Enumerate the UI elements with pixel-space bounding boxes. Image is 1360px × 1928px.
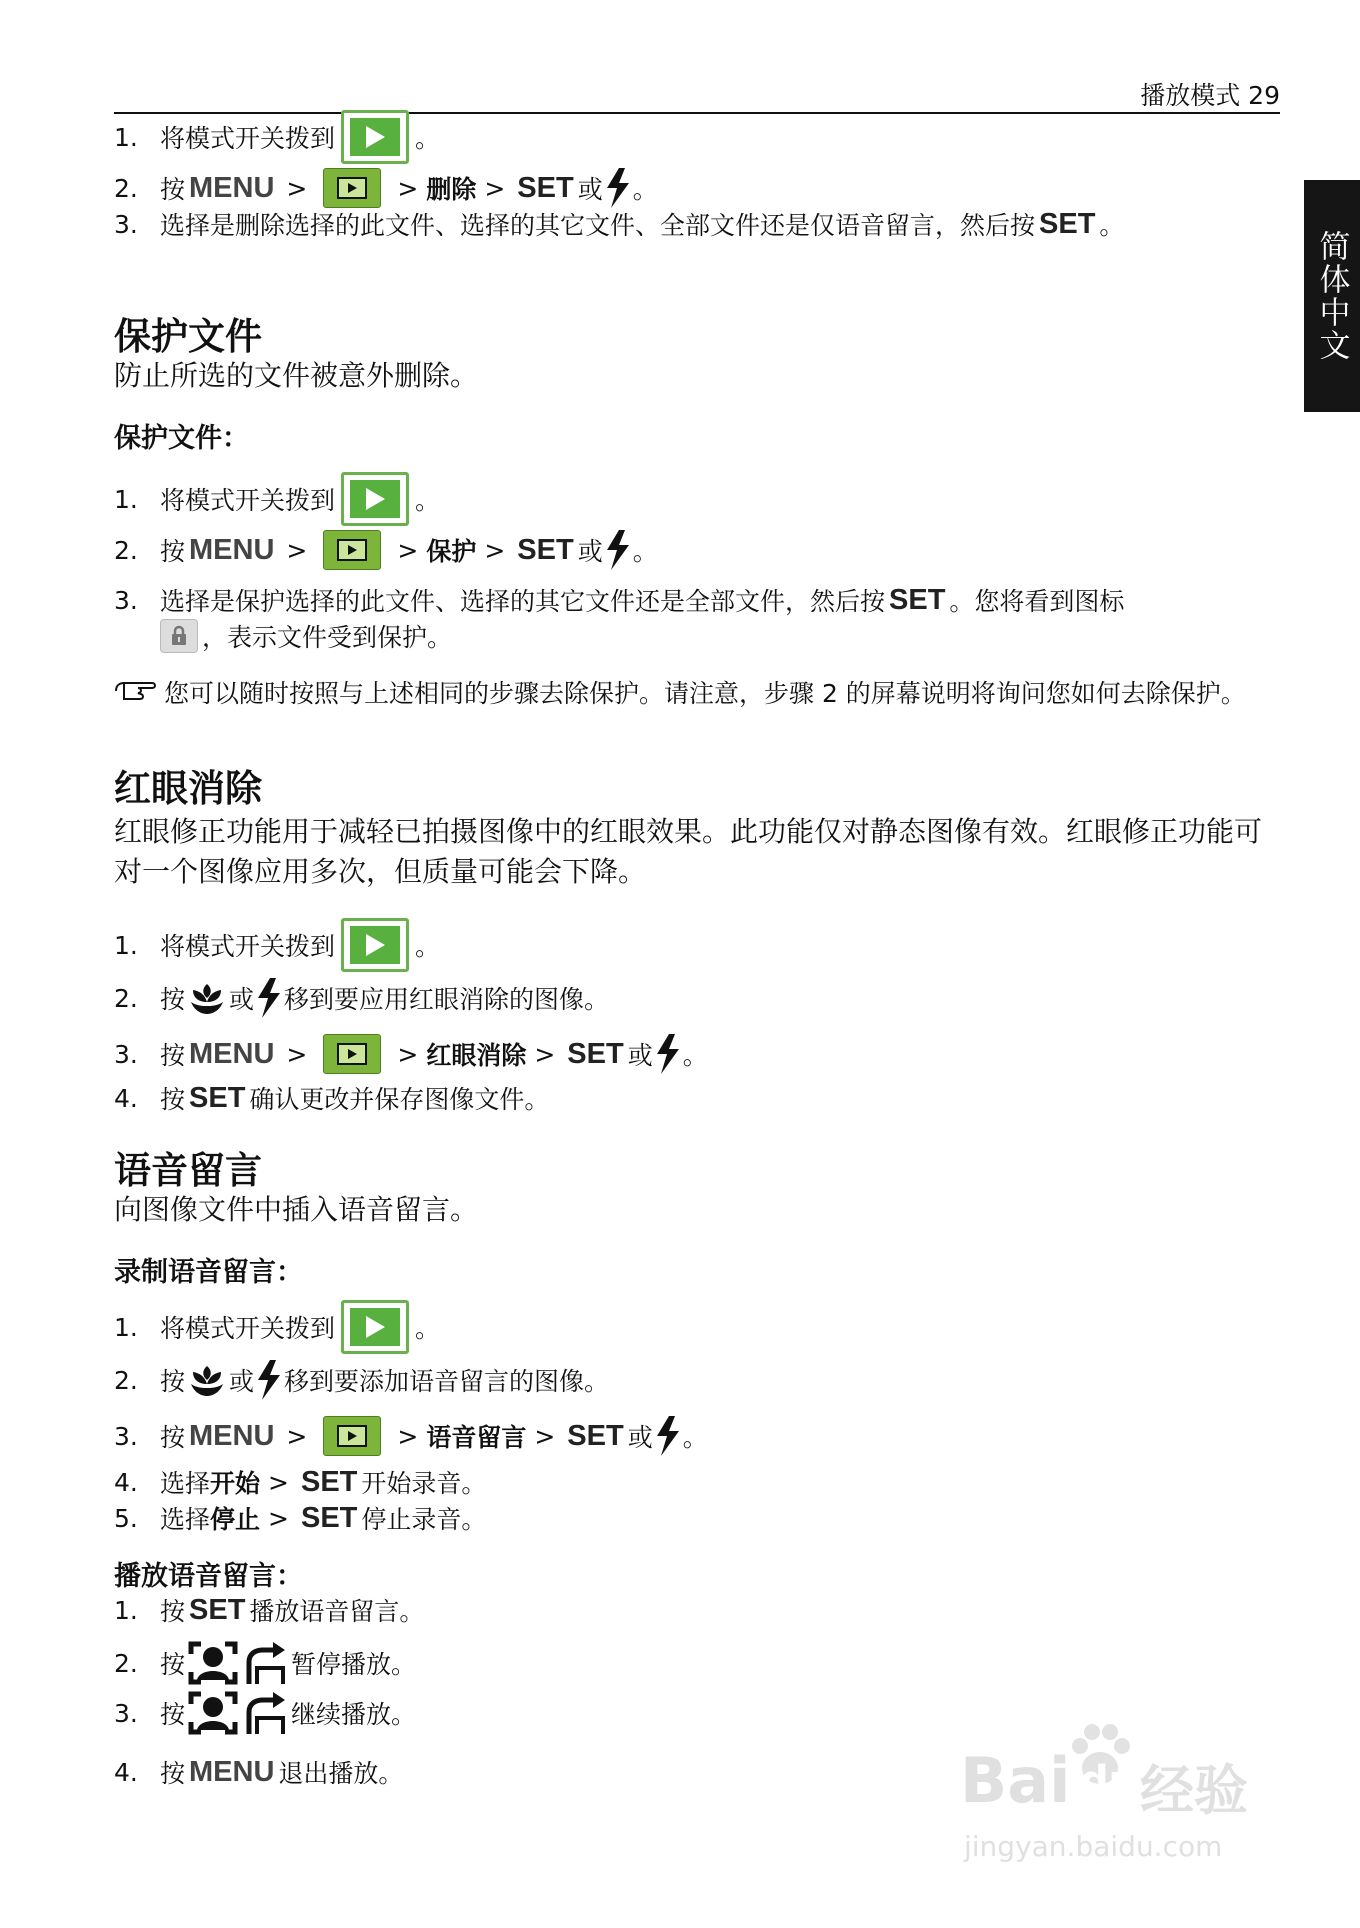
- playback-mode-icon: [341, 918, 409, 972]
- record-subtitle: 录制语音留言：: [114, 1257, 303, 1288]
- face-detect-icon: [187, 1640, 239, 1686]
- playback-menu-tab-icon: [323, 530, 381, 570]
- redeye-step-1: 1. 将模式开关拨到 。: [114, 918, 440, 972]
- set-button-label: SET: [889, 583, 946, 616]
- watermark-brand: Bai: [960, 1744, 1071, 1817]
- macro-flower-icon: [187, 1360, 227, 1400]
- redeye-step-2: 2. 按 或 移到要应用红眼消除的图像。: [114, 978, 609, 1018]
- pointing-hand-icon: [114, 677, 158, 713]
- lock-icon: [160, 619, 198, 653]
- set-button-label: SET: [567, 1419, 624, 1452]
- header-text: 播放模式 29: [1140, 81, 1280, 110]
- voice-description: 向图像文件中插入语音留言。: [114, 1193, 479, 1226]
- protect-step-1: 1. 将模式开关拨到 。: [114, 472, 440, 526]
- menu-button-label: MENU: [189, 1419, 275, 1452]
- language-tab-label: 简体中文: [1313, 230, 1350, 362]
- play-step-1: 1. 按 SET 播放语音留言。: [114, 1593, 425, 1626]
- set-button-label: SET: [300, 1465, 358, 1498]
- face-detect-icon: [187, 1690, 239, 1736]
- menu-button-label: MENU: [189, 533, 275, 566]
- playback-mode-icon: [341, 1300, 409, 1354]
- voice-step-3: 3. 按 MENU > > 语音留言 > SET 或 。: [114, 1416, 708, 1456]
- voice-step-5: 5. 选择 停止 > SET 停止录音。: [114, 1501, 487, 1534]
- protect-step-3-cont: ，表示文件受到保护。: [160, 618, 452, 654]
- return-arrow-icon: [243, 1640, 289, 1686]
- delete-step-1: 1. 将模式开关拨到 。: [114, 110, 440, 164]
- play-step-4: 4. 按 MENU 退出播放。: [114, 1755, 404, 1788]
- play-subtitle: 播放语音留言：: [114, 1561, 303, 1592]
- redeye-description: 红眼修正功能用于减轻已拍摄图像中的红眼效果。此功能仅对静态图像有效。红眼修正功能可对一个图像应用多次，但质量可能会下降。: [114, 815, 1263, 888]
- playback-mode-icon: [341, 110, 409, 164]
- voice-step-1: 1. 将模式开关拨到 。: [114, 1300, 440, 1354]
- watermark-url: jingyan.baidu.com: [964, 1830, 1223, 1863]
- playback-menu-tab-icon: [323, 1034, 381, 1074]
- redeye-step-4: 4. 按 SET 确认更改并保存图像文件。: [114, 1081, 550, 1114]
- baidu-watermark: [960, 1700, 1280, 1880]
- language-tab: [1304, 180, 1360, 412]
- page-header: [114, 72, 1280, 114]
- protect-description: 防止所选的文件被意外删除。: [114, 359, 479, 392]
- set-button-label: SET: [517, 533, 574, 566]
- watermark-brand-du: du: [1080, 1758, 1138, 1804]
- macro-flower-icon: [187, 978, 227, 1018]
- menu-button-label: MENU: [189, 171, 275, 204]
- play-step-2: 2. 按 暂停播放。: [114, 1640, 416, 1686]
- flash-icon: [655, 1416, 681, 1456]
- set-button-label: SET: [189, 1593, 246, 1626]
- protect-step-3: 3. 选择是保护选择的此文件、选择的其它文件还是全部文件，然后按 SET 。您将看到图标: [114, 583, 1125, 616]
- set-button-label: SET: [189, 1081, 246, 1114]
- section-title-voice: 语音留言: [114, 1149, 262, 1192]
- flash-icon: [256, 978, 282, 1018]
- menu-button-label: MENU: [189, 1037, 275, 1070]
- voice-step-4: 4. 选择 开始 > SET 开始录音。: [114, 1465, 487, 1498]
- playback-menu-tab-icon: [323, 1416, 381, 1456]
- protect-note: 您可以随时按照与上述相同的步骤去除保护。请注意，步骤 2 的屏幕说明将询问您如何去除保护。: [114, 676, 1274, 713]
- return-arrow-icon: [243, 1690, 289, 1736]
- redeye-step-3: 3. 按 MENU > > 红眼消除 > SET 或 。: [114, 1034, 708, 1074]
- playback-mode-icon: [341, 472, 409, 526]
- flash-icon: [256, 1360, 282, 1400]
- delete-step-3: 3. 选择是删除选择的此文件、选择的其它文件、全部文件还是仅语音留言，然后按 SET 。: [114, 207, 1125, 240]
- flash-icon: [655, 1034, 681, 1074]
- set-button-label: SET: [1039, 207, 1096, 240]
- section-title-redeye: 红眼消除: [114, 767, 262, 810]
- set-button-label: SET: [300, 1501, 358, 1534]
- flash-icon: [605, 530, 631, 570]
- play-step-3: 3. 按 继续播放。: [114, 1690, 416, 1736]
- delete-step-2: 2. 按 MENU > > 删除 > SET 或 。: [114, 168, 658, 208]
- protect-subtitle: 保护文件：: [114, 423, 249, 454]
- menu-button-label: MENU: [189, 1755, 275, 1788]
- set-button-label: SET: [567, 1037, 624, 1070]
- section-title-protect: 保护文件: [114, 315, 262, 358]
- watermark-cn: 经验: [1140, 1759, 1248, 1822]
- playback-menu-tab-icon: [323, 168, 381, 208]
- flash-icon: [605, 168, 631, 208]
- voice-step-2: 2. 按 或 移到要添加语音留言的图像。: [114, 1360, 609, 1400]
- set-button-label: SET: [517, 171, 574, 204]
- protect-step-2: 2. 按 MENU > > 保护 > SET 或 。: [114, 530, 658, 570]
